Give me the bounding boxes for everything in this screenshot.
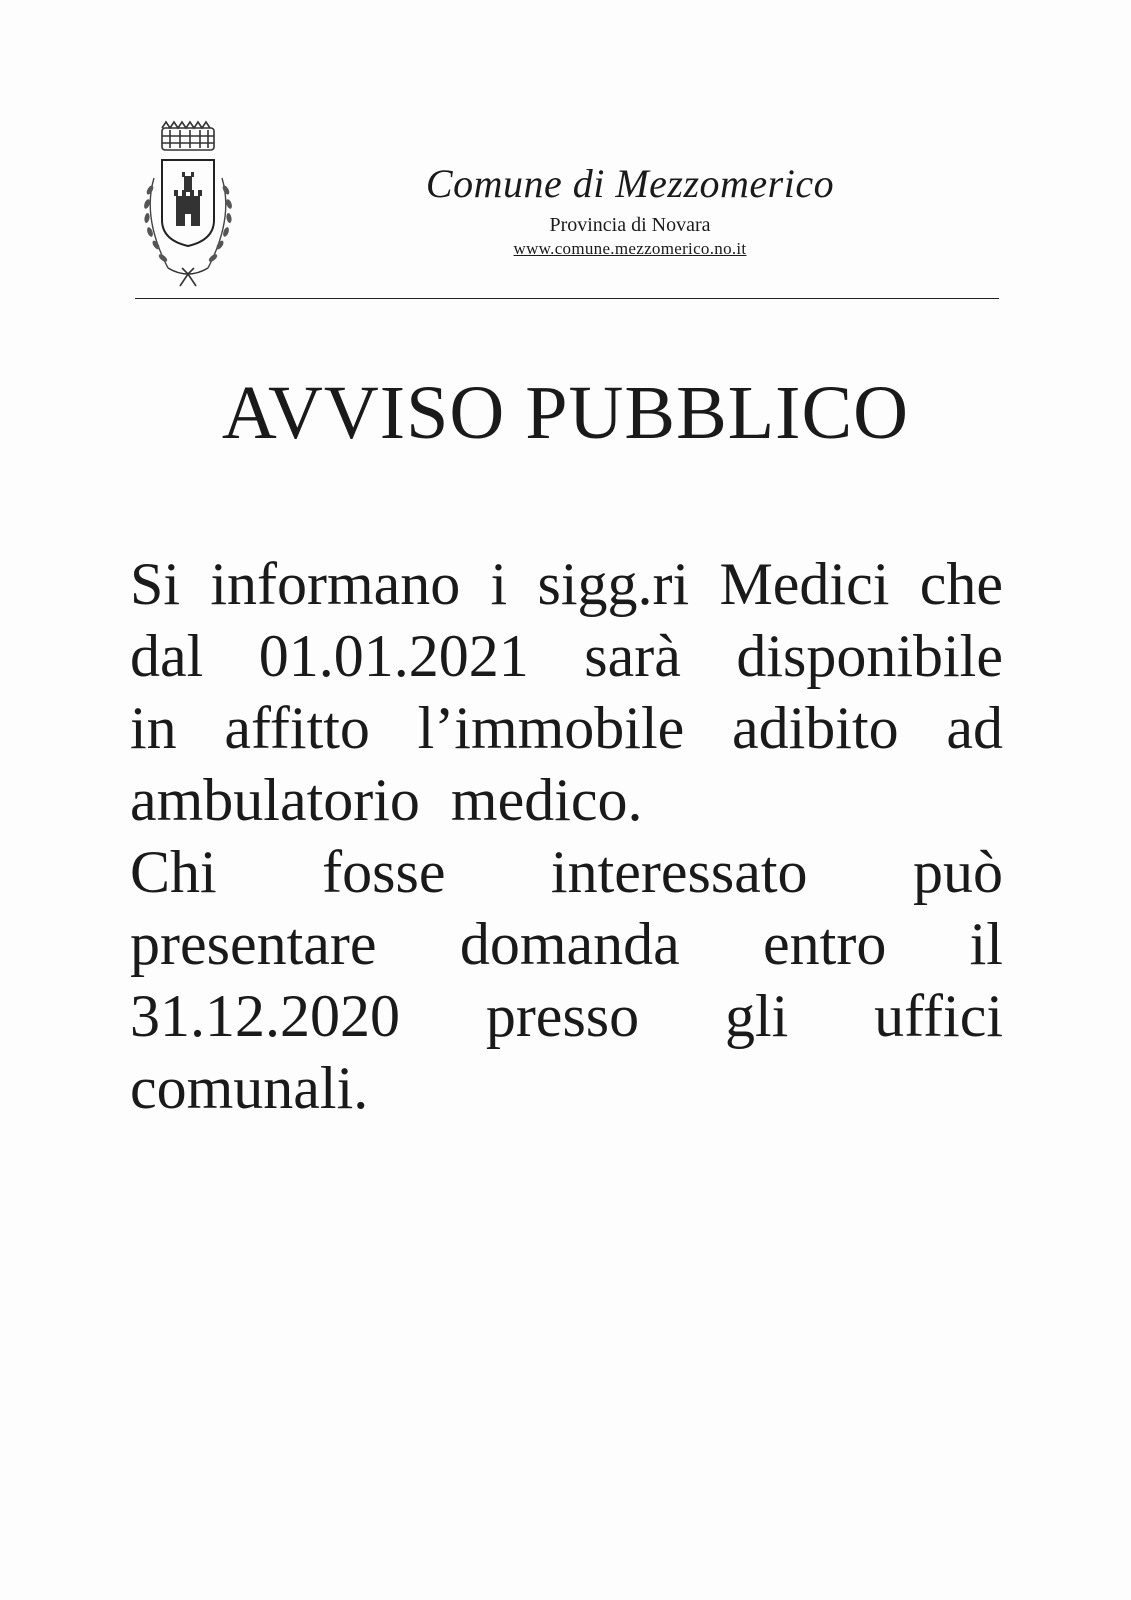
- body-line: [130, 764, 1003, 836]
- body-word: comunali.: [130, 1055, 369, 1121]
- body-word: affitto: [224, 695, 370, 761]
- body-word: domanda: [459, 911, 680, 977]
- body-word: sarà: [584, 623, 681, 689]
- body-word: interessato: [550, 839, 808, 905]
- body-word: presentare: [130, 911, 377, 977]
- notice-title: AVVISO PUBBLICO: [221, 371, 910, 455]
- notice-body: [130, 548, 1003, 1124]
- body-word: presso: [485, 983, 640, 1049]
- body-word: uffici: [874, 983, 1003, 1049]
- body-line: [130, 548, 1003, 620]
- municipality-name: Comune di Mezzomerico: [425, 161, 835, 206]
- body-line: [130, 620, 1003, 692]
- body-word: i: [490, 551, 508, 617]
- body-line: [130, 692, 1003, 764]
- body-word: può: [912, 839, 1003, 905]
- body-word: in: [130, 695, 177, 761]
- body-word: 31.12.2020: [130, 983, 400, 1049]
- website-link[interactable]: www.comune.mezzomerico.no.it: [513, 239, 747, 258]
- municipality-header: [330, 160, 930, 260]
- body-word: Chi: [130, 839, 217, 905]
- body-word: il: [969, 911, 1003, 977]
- body-word: gli: [724, 983, 789, 1049]
- body-word: disponibile: [736, 623, 1003, 689]
- body-line: [130, 836, 1003, 908]
- body-word: 01.01.2021: [258, 623, 529, 689]
- body-word: dal: [130, 623, 204, 689]
- province-name: Provincia di Novara: [549, 214, 711, 236]
- body-line: [130, 980, 1003, 1052]
- header-divider: [135, 298, 999, 299]
- body-word: l’immobile: [417, 695, 685, 761]
- body-word: informano: [210, 551, 461, 617]
- body-word: Medici: [719, 551, 890, 617]
- body-word: ambulatorio: [130, 767, 420, 833]
- municipal-crest-icon: [132, 118, 244, 288]
- body-word: fosse: [322, 839, 446, 905]
- body-word: Si: [130, 551, 181, 617]
- body-line: [130, 908, 1003, 980]
- body-word: adibito: [732, 695, 899, 761]
- body-word: che: [919, 551, 1003, 617]
- body-word: ad: [946, 695, 1003, 761]
- body-line: [130, 1052, 1003, 1124]
- body-word: entro: [763, 911, 887, 977]
- body-word: medico.: [450, 767, 643, 833]
- body-word: sigg.ri: [537, 551, 690, 617]
